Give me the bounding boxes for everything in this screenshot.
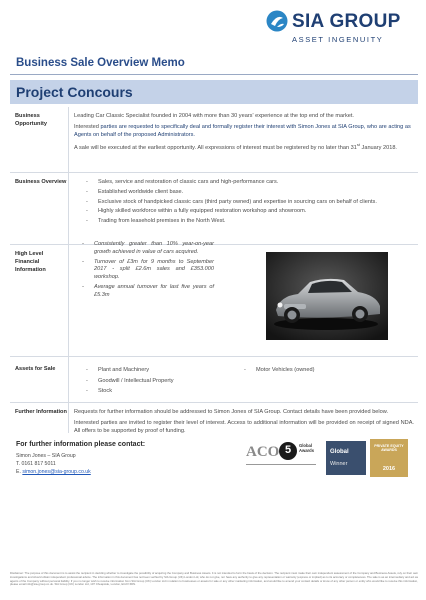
disclaimer-text: Disclaimer: The purpose of this document is to assist the recipient in deciding whether to investigate the possibility of acquiring the Company and Business Assets. It is not intended to form the basis of the decision. The recipient must make their own independent assessment of the Company and Business Assets, rely on their own investigations and should obtain independent professional advice. The information in this document has not been verified by SIA Group (UK) London Ltd, who do not give, nor have any authority to give any representation or warranty (express or implied) as to its accuracy or completeness. The sale is as an intermediary and act as agents of the Company without personal liability. If you no longer wish to receive information from SIA Group (UK) London Ltd in relation to businesses or assets for sale or any other marketing information, and would like to amend your contact details or know of any other person or entity who would like to receive this information, please email info@sia-group.co.uk. SIA Group (UK) London Ltd, 107 Cheapside, London, EC2V 6DN. bbox=[10, 571, 418, 587]
list-item: - Turnover of £3m for 9 months to September 2017 - split £2.6m sales and £353.000 workshop. bbox=[82, 259, 214, 282]
globe-logo-icon bbox=[266, 10, 288, 32]
column-divider bbox=[68, 357, 69, 402]
brand-name: SIA GROUP bbox=[292, 11, 401, 32]
global-text: Global bbox=[330, 449, 349, 455]
contact-email-link[interactable]: simon.jones@sia-group.co.uk bbox=[22, 469, 91, 475]
global-winner-text: Winner bbox=[330, 461, 348, 467]
section-label: Business Overview bbox=[15, 179, 67, 185]
assets-list-left bbox=[86, 366, 174, 398]
list-item: - Sales, service and restoration of classic cars and high-performance cars. bbox=[86, 179, 414, 187]
list-item: - Average annual turnover for last five years of £5.3m bbox=[82, 284, 214, 300]
project-title: Project Concours bbox=[16, 84, 133, 100]
section-business-overview bbox=[10, 173, 418, 245]
aco-underline bbox=[246, 464, 316, 465]
list-item: - Trading from leasehold premises in the North West. bbox=[86, 218, 414, 226]
global-winner-badge bbox=[326, 441, 366, 475]
section-business-opportunity bbox=[10, 107, 418, 173]
list-item: - Plant and Machinery bbox=[86, 366, 174, 375]
closing-sup: st bbox=[356, 142, 360, 148]
list-item: - Exclusive stock of handpicked classic cars (third party owned) and expertise in sourcing cars on behalf of clients. bbox=[86, 199, 414, 207]
interest-lead: Interested bbox=[74, 123, 101, 130]
section-label: Business Opportunity bbox=[15, 113, 48, 127]
further-info-request: Requests for further information should be addressed to Simon Jones of SIA Group. Contact details have been provided below. bbox=[74, 409, 389, 415]
section-body bbox=[86, 179, 414, 228]
column-divider bbox=[68, 173, 69, 244]
section-financial-information bbox=[10, 241, 418, 357]
opportunity-closing bbox=[74, 142, 414, 153]
aco-number-badge bbox=[279, 442, 297, 460]
contact-email-line bbox=[16, 469, 91, 475]
private-equity-year: 2016 bbox=[382, 466, 396, 472]
closing-after: January 2018. bbox=[359, 145, 397, 152]
column-divider bbox=[68, 403, 69, 433]
section-label: Assets for Sale bbox=[15, 366, 56, 372]
section-body bbox=[74, 113, 414, 156]
contact-phone: T. 0161 817 5011 bbox=[16, 461, 56, 467]
brand-tagline: ASSET INGENUITY bbox=[292, 35, 384, 44]
opportunity-intro: Leading Car Classic Specialist founded in 2004 with more than 30 years' experience at the top end of the market. bbox=[74, 113, 354, 119]
private-equity-awards-badge bbox=[370, 439, 408, 477]
assets-list-right bbox=[244, 366, 314, 377]
classic-car-photo bbox=[266, 252, 388, 340]
list-item: - Established worldwide client base. bbox=[86, 189, 414, 197]
section-label: Further Information bbox=[15, 409, 67, 415]
list-item: - Motor Vehicles (owned) bbox=[244, 366, 314, 375]
section-label: High Level Financial Information bbox=[15, 251, 46, 273]
list-item: - Highly skilled workforce within a fully equipped restoration workshop and showroom. bbox=[86, 208, 414, 216]
closing-before: A sale will be executed at the earliest opportunity. All expressions of interest must be registered by no later than 31 bbox=[74, 145, 357, 152]
list-item: - Consistently greater than 10% year-on-year growth achieved in value of cars acquired. bbox=[82, 241, 214, 257]
memo-title: Business Sale Overview Memo bbox=[16, 57, 185, 69]
sia-group-logo bbox=[266, 10, 401, 52]
contact-heading: For further information please contact: bbox=[16, 441, 146, 448]
aco-number: 5 bbox=[284, 444, 292, 456]
private-equity-text: PRIVATE EQUITY AWARDS bbox=[374, 444, 404, 453]
financial-list bbox=[82, 241, 214, 302]
opportunity-interest bbox=[74, 124, 414, 140]
column-divider bbox=[68, 107, 69, 172]
interest-highlight: parties are requested to specifically deal and formally register their interest with Simon Jones at SIA Group, who are acting as Agents on behalf of the proposed Administrators. bbox=[74, 123, 411, 138]
aco-title: Global Awards bbox=[299, 443, 315, 453]
aco-global-awards-badge bbox=[246, 441, 318, 475]
overview-list bbox=[86, 179, 414, 226]
section-body bbox=[74, 409, 414, 438]
further-info-access: Interested parties are invited to register their level of interest. Access to additional information will be provided on receipt of signed NDA. All offers to be supported by proof of funding. bbox=[74, 419, 414, 434]
section-further-information bbox=[10, 403, 418, 433]
list-item: - Stock bbox=[86, 387, 174, 396]
section-assets-for-sale bbox=[10, 357, 418, 403]
project-banner bbox=[10, 80, 418, 104]
column-divider bbox=[68, 245, 69, 356]
aco-text: ACO bbox=[246, 444, 280, 460]
contact-name: Simon Jones – SIA Group bbox=[16, 453, 76, 459]
title-divider bbox=[10, 74, 418, 75]
email-prefix: E. bbox=[16, 469, 23, 475]
list-item: - Goodwill / Intellectual Property bbox=[86, 377, 174, 386]
car-image-icon bbox=[266, 252, 388, 340]
